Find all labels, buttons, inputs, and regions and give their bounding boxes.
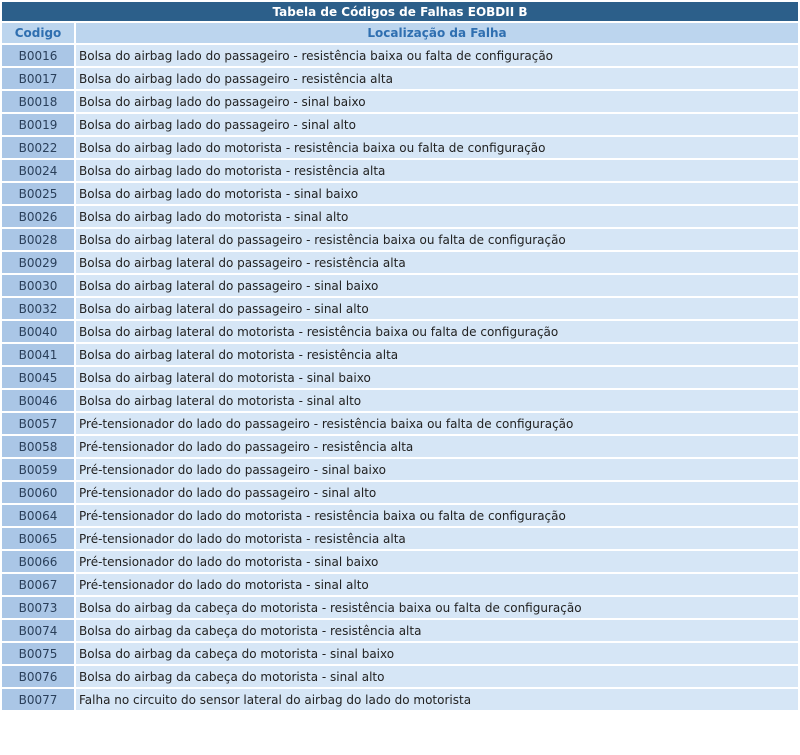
fault-description-cell: Bolsa do airbag lateral do passageiro - sinal baixo <box>76 275 798 296</box>
fault-description-cell: Bolsa do airbag lado do motorista - sinal baixo <box>76 183 798 204</box>
fault-code-cell: B0045 <box>2 367 74 388</box>
fault-code-cell: B0029 <box>2 252 74 273</box>
table-row <box>2 689 798 710</box>
table-row <box>2 183 798 204</box>
fault-description-cell: Bolsa do airbag da cabeça do motorista - resistência alta <box>76 620 798 641</box>
fault-description-cell: Bolsa do airbag lateral do passageiro - resistência baixa ou falta de configuração <box>76 229 798 250</box>
fault-description-cell: Bolsa do airbag lateral do motorista - sinal baixo <box>76 367 798 388</box>
fault-code-cell: B0060 <box>2 482 74 503</box>
table-row <box>2 252 798 273</box>
fault-code-cell: B0025 <box>2 183 74 204</box>
table-row <box>2 321 798 342</box>
fault-code-cell: B0076 <box>2 666 74 687</box>
fault-code-cell: B0065 <box>2 528 74 549</box>
table-row <box>2 367 798 388</box>
table-row <box>2 275 798 296</box>
table-row <box>2 137 798 158</box>
table-body <box>2 45 798 710</box>
fault-code-cell: B0026 <box>2 206 74 227</box>
table-row <box>2 436 798 457</box>
fault-description-cell: Pré-tensionador do lado do motorista - sinal alto <box>76 574 798 595</box>
fault-code-cell: B0077 <box>2 689 74 710</box>
fault-description-cell: Bolsa do airbag lado do motorista - resistência baixa ou falta de configuração <box>76 137 798 158</box>
table-row <box>2 551 798 572</box>
fault-description-cell: Bolsa do airbag lateral do passageiro - sinal alto <box>76 298 798 319</box>
fault-code-cell: B0019 <box>2 114 74 135</box>
table-row <box>2 45 798 66</box>
table-row <box>2 344 798 365</box>
fault-description-cell: Bolsa do airbag lateral do motorista - resistência baixa ou falta de configuração <box>76 321 798 342</box>
fault-code-cell: B0028 <box>2 229 74 250</box>
fault-code-cell: B0041 <box>2 344 74 365</box>
table-row <box>2 666 798 687</box>
fault-description-cell: Bolsa do airbag lado do passageiro - sinal alto <box>76 114 798 135</box>
fault-description-cell: Pré-tensionador do lado do motorista - resistência baixa ou falta de configuração <box>76 505 798 526</box>
table-row <box>2 390 798 411</box>
table-row <box>2 160 798 181</box>
table-row <box>2 505 798 526</box>
fault-description-cell: Bolsa do airbag da cabeça do motorista - resistência baixa ou falta de configuração <box>76 597 798 618</box>
table-row <box>2 620 798 641</box>
fault-description-cell: Bolsa do airbag lado do passageiro - resistência baixa ou falta de configuração <box>76 45 798 66</box>
fault-description-cell: Pré-tensionador do lado do motorista - resistência alta <box>76 528 798 549</box>
table-row <box>2 459 798 480</box>
table-row <box>2 574 798 595</box>
fault-code-cell: B0067 <box>2 574 74 595</box>
fault-description-cell: Bolsa do airbag lateral do motorista - sinal alto <box>76 390 798 411</box>
column-header-description: Localização da Falha <box>76 23 798 43</box>
fault-code-cell: B0030 <box>2 275 74 296</box>
table-row <box>2 91 798 112</box>
fault-code-cell: B0066 <box>2 551 74 572</box>
fault-description-cell: Bolsa do airbag da cabeça do motorista - sinal baixo <box>76 643 798 664</box>
fault-description-cell: Pré-tensionador do lado do passageiro - sinal alto <box>76 482 798 503</box>
table-row <box>2 229 798 250</box>
table-row <box>2 206 798 227</box>
fault-code-cell: B0046 <box>2 390 74 411</box>
fault-description-cell: Pré-tensionador do lado do motorista - sinal baixo <box>76 551 798 572</box>
table-row <box>2 643 798 664</box>
fault-description-cell: Bolsa do airbag lateral do passageiro - resistência alta <box>76 252 798 273</box>
fault-code-cell: B0075 <box>2 643 74 664</box>
fault-code-cell: B0016 <box>2 45 74 66</box>
fault-description-cell: Bolsa do airbag lado do passageiro - resistência alta <box>76 68 798 89</box>
fault-code-cell: B0057 <box>2 413 74 434</box>
fault-code-cell: B0018 <box>2 91 74 112</box>
fault-description-cell: Bolsa do airbag lado do motorista - sinal alto <box>76 206 798 227</box>
fault-code-cell: B0074 <box>2 620 74 641</box>
fault-code-cell: B0058 <box>2 436 74 457</box>
fault-description-cell: Pré-tensionador do lado do passageiro - sinal baixo <box>76 459 798 480</box>
fault-description-cell: Pré-tensionador do lado do passageiro - resistência baixa ou falta de configuração <box>76 413 798 434</box>
table-title: Tabela de Códigos de Falhas EOBDII B <box>2 2 798 21</box>
fault-code-cell: B0022 <box>2 137 74 158</box>
fault-code-cell: B0024 <box>2 160 74 181</box>
table-row <box>2 68 798 89</box>
table-row <box>2 114 798 135</box>
fault-code-cell: B0073 <box>2 597 74 618</box>
fault-description-cell: Bolsa do airbag lado do motorista - resistência alta <box>76 160 798 181</box>
table-row <box>2 597 798 618</box>
column-header-code: Codigo <box>2 23 74 43</box>
fault-description-cell: Pré-tensionador do lado do passageiro - resistência alta <box>76 436 798 457</box>
fault-description-cell: Bolsa do airbag da cabeça do motorista - sinal alto <box>76 666 798 687</box>
fault-code-cell: B0032 <box>2 298 74 319</box>
fault-description-cell: Bolsa do airbag lado do passageiro - sinal baixo <box>76 91 798 112</box>
table-row <box>2 482 798 503</box>
fault-code-cell: B0017 <box>2 68 74 89</box>
fault-description-cell: Falha no circuito do sensor lateral do airbag do lado do motorista <box>76 689 798 710</box>
table-row <box>2 298 798 319</box>
fault-description-cell: Bolsa do airbag lateral do motorista - resistência alta <box>76 344 798 365</box>
table-row <box>2 528 798 549</box>
fault-code-cell: B0059 <box>2 459 74 480</box>
fault-code-cell: B0040 <box>2 321 74 342</box>
table-row <box>2 413 798 434</box>
fault-code-cell: B0064 <box>2 505 74 526</box>
